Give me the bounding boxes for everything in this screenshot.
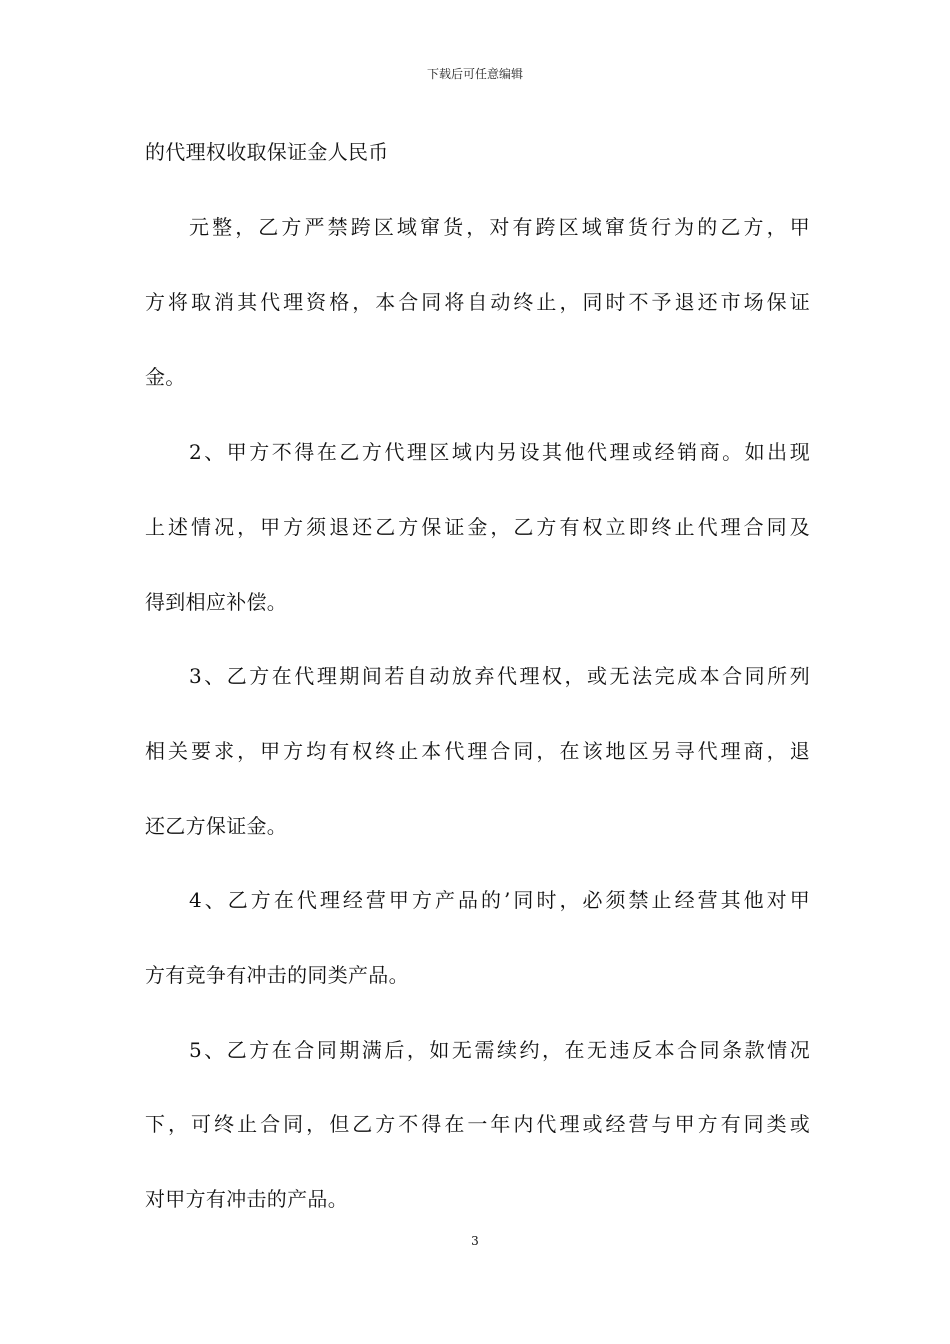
text-line: 方有竞争有冲击的同类产品。 <box>145 963 409 987</box>
text-line: 还乙方保证金。 <box>145 814 288 838</box>
text-line: 4、乙方在代理经营甲方产品的’同时，必须禁止经营其他对甲 <box>189 888 810 912</box>
text-line: 下，可终止合同，但乙方不得在一年内代理或经营与甲方有同类或 <box>145 1112 810 1136</box>
text-line: 相关要求，甲方均有权终止本代理合同，在该地区另寻代理商，退 <box>145 739 810 763</box>
text-line: 5、乙方在合同期满后，如无需续约，在无违反本合同条款情况 <box>189 1038 810 1062</box>
text-line: 对甲方有冲击的产品。 <box>145 1187 348 1211</box>
page-header: 下载后可任意编辑 <box>426 67 523 81</box>
text-line: 的代理权收取保证金人民币 <box>145 140 389 164</box>
page-number: 3 <box>471 1234 479 1248</box>
text-line: 金。 <box>145 365 186 389</box>
text-line: 3、乙方在代理期间若自动放弃代理权，或无法完成本合同所列 <box>189 664 810 688</box>
text-line: 2、甲方不得在乙方代理区域内另设其他代理或经销商。如出现 <box>189 440 810 464</box>
text-line: 得到相应补偿。 <box>145 590 288 614</box>
text-line: 上述情况，甲方须退还乙方保证金，乙方有权立即终止代理合同及 <box>145 515 810 539</box>
text-line: 元整，乙方严禁跨区域窜货，对有跨区域窜货行为的乙方，甲 <box>189 215 810 239</box>
text-line: 方将取消其代理资格，本合同将自动终止，同时不予退还市场保证 <box>145 290 810 314</box>
